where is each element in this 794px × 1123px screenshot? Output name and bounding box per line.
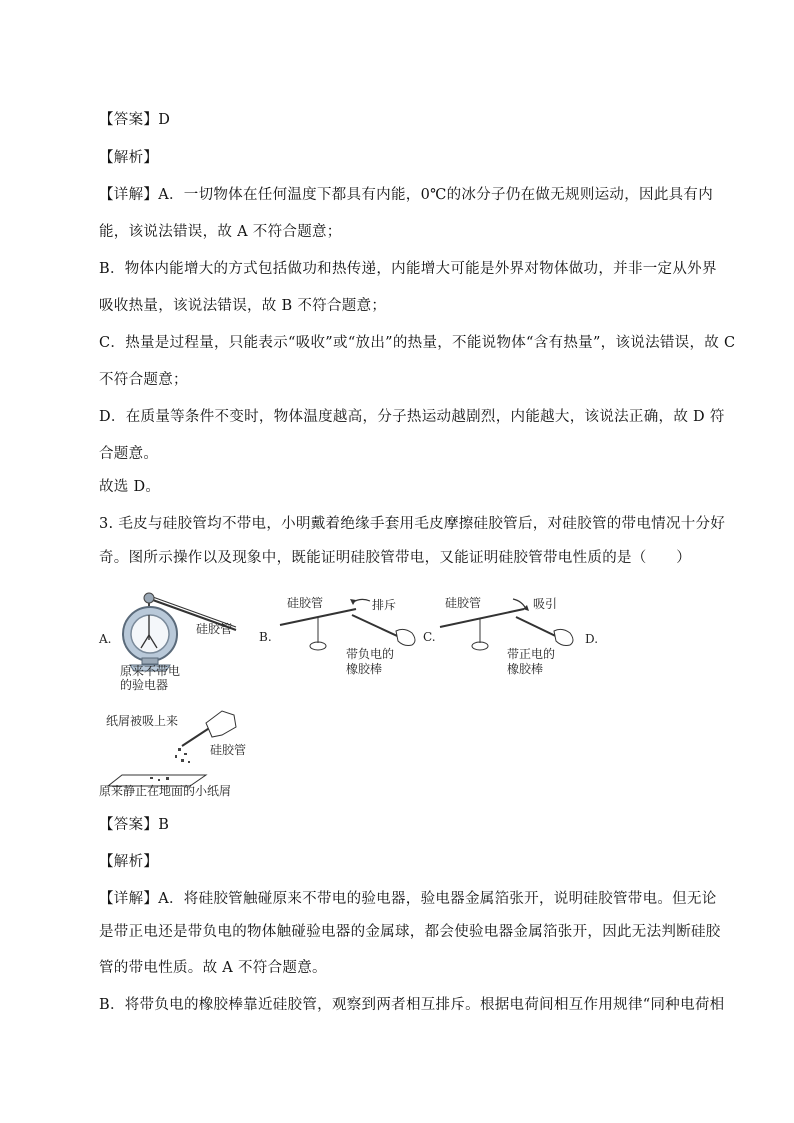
detail3-a-line3: 管的带电性质。故 A 不符合题意。 [99, 960, 327, 976]
question-3-line2: 奇。图所示操作以及现象中，既能证明硅胶管带电，又能证明硅胶管带电性质的是（ ） [99, 550, 691, 566]
silicone-tube-c [440, 609, 524, 627]
option-b-caption-1: 带负电的 [346, 647, 395, 661]
answer-2: 【答案】D [99, 112, 171, 128]
question-3-figure [0, 585, 794, 815]
option-a-caption-1: 原来不带电 [120, 664, 181, 678]
option-c-tube-label: 硅胶管 [445, 596, 482, 610]
hand-d [206, 711, 236, 737]
option-b-label: B. [259, 630, 272, 644]
option-a-caption-2: 的验电器 [120, 678, 169, 692]
option-b-tube-label: 硅胶管 [287, 596, 324, 610]
detail-a-line1: 【详解】A．一切物体在任何温度下都具有内能，0℃的冰分子仍在做无规则运动，因此具有内 [99, 187, 714, 203]
detail-c-line1: C．热量是过程量，只能表示“吸收”或“放出”的热量，不能说物体“含有热量”，该说法错误，故 C [99, 335, 736, 351]
option-d-label: D. [585, 632, 599, 646]
detail-d-line2: 合题意。 [99, 446, 159, 462]
option-b-caption-2: 橡胶棒 [346, 662, 383, 676]
hand-b [396, 629, 415, 645]
question-3-line1: 3. 毛皮与硅胶管均不带电，小明戴着绝缘手套用毛皮摩擦硅胶管后，对硅胶管的带电情况十分好 [99, 516, 726, 532]
option-a-tube-label: 硅胶管 [196, 622, 233, 636]
analysis-heading-3: 【解析】 [99, 854, 159, 870]
paper-scraps [175, 748, 190, 763]
option-d-caption: 原来静止在地面的小纸屑 [99, 784, 232, 798]
detail-a-line2: 能，该说法错误，故 A 不符合题意； [99, 224, 342, 240]
option-d-tube-label: 硅胶管 [210, 743, 247, 757]
hand-c [554, 629, 573, 645]
choose-d: 故选 D。 [99, 479, 161, 495]
detail3-a-line2: 是带正电还是带负电的物体触碰验电器的金属球，都会使验电器金属箔张开，因此无法判断硅胶 [99, 924, 721, 940]
attract-arrow [513, 599, 526, 609]
detail3-a-line1: 【详解】A．将硅胶管触碰原来不带电的验电器，验电器金属箔张开，说明硅胶管带电。但无论 [99, 891, 717, 907]
option-c-label: C. [423, 630, 436, 644]
answer-3: 【答案】B [99, 817, 170, 833]
analysis-heading-2: 【解析】 [99, 150, 159, 166]
detail-d-line1: D．在质量等条件不变时，物体温度越高，分子热运动越剧烈，内能越大，该说法正确，故 D 符 [99, 409, 725, 425]
detail-b-line1: B．物体内能增大的方式包括做功和热传递，内能增大可能是外界对物体做功，并非一定从外界 [99, 261, 717, 277]
option-b-action-label: 排斥 [372, 598, 397, 612]
option-a-label: A. [99, 632, 112, 646]
detail-c-line2: 不符合题意； [99, 372, 188, 388]
option-c-action-label: 吸引 [533, 597, 558, 611]
option-d-top-label: 纸屑被吸上来 [106, 714, 179, 728]
option-c-caption-1: 带正电的 [507, 647, 556, 661]
detail-b-line2: 吸收热量，该说法错误，故 B 不符合题意； [99, 298, 387, 314]
detail3-b-line1: B．将带负电的橡胶棒靠近硅胶管，观察到两者相互排斥。根据电荷间相互作用规律“同种电荷相 [99, 997, 725, 1013]
option-c-caption-2: 橡胶棒 [507, 662, 544, 676]
